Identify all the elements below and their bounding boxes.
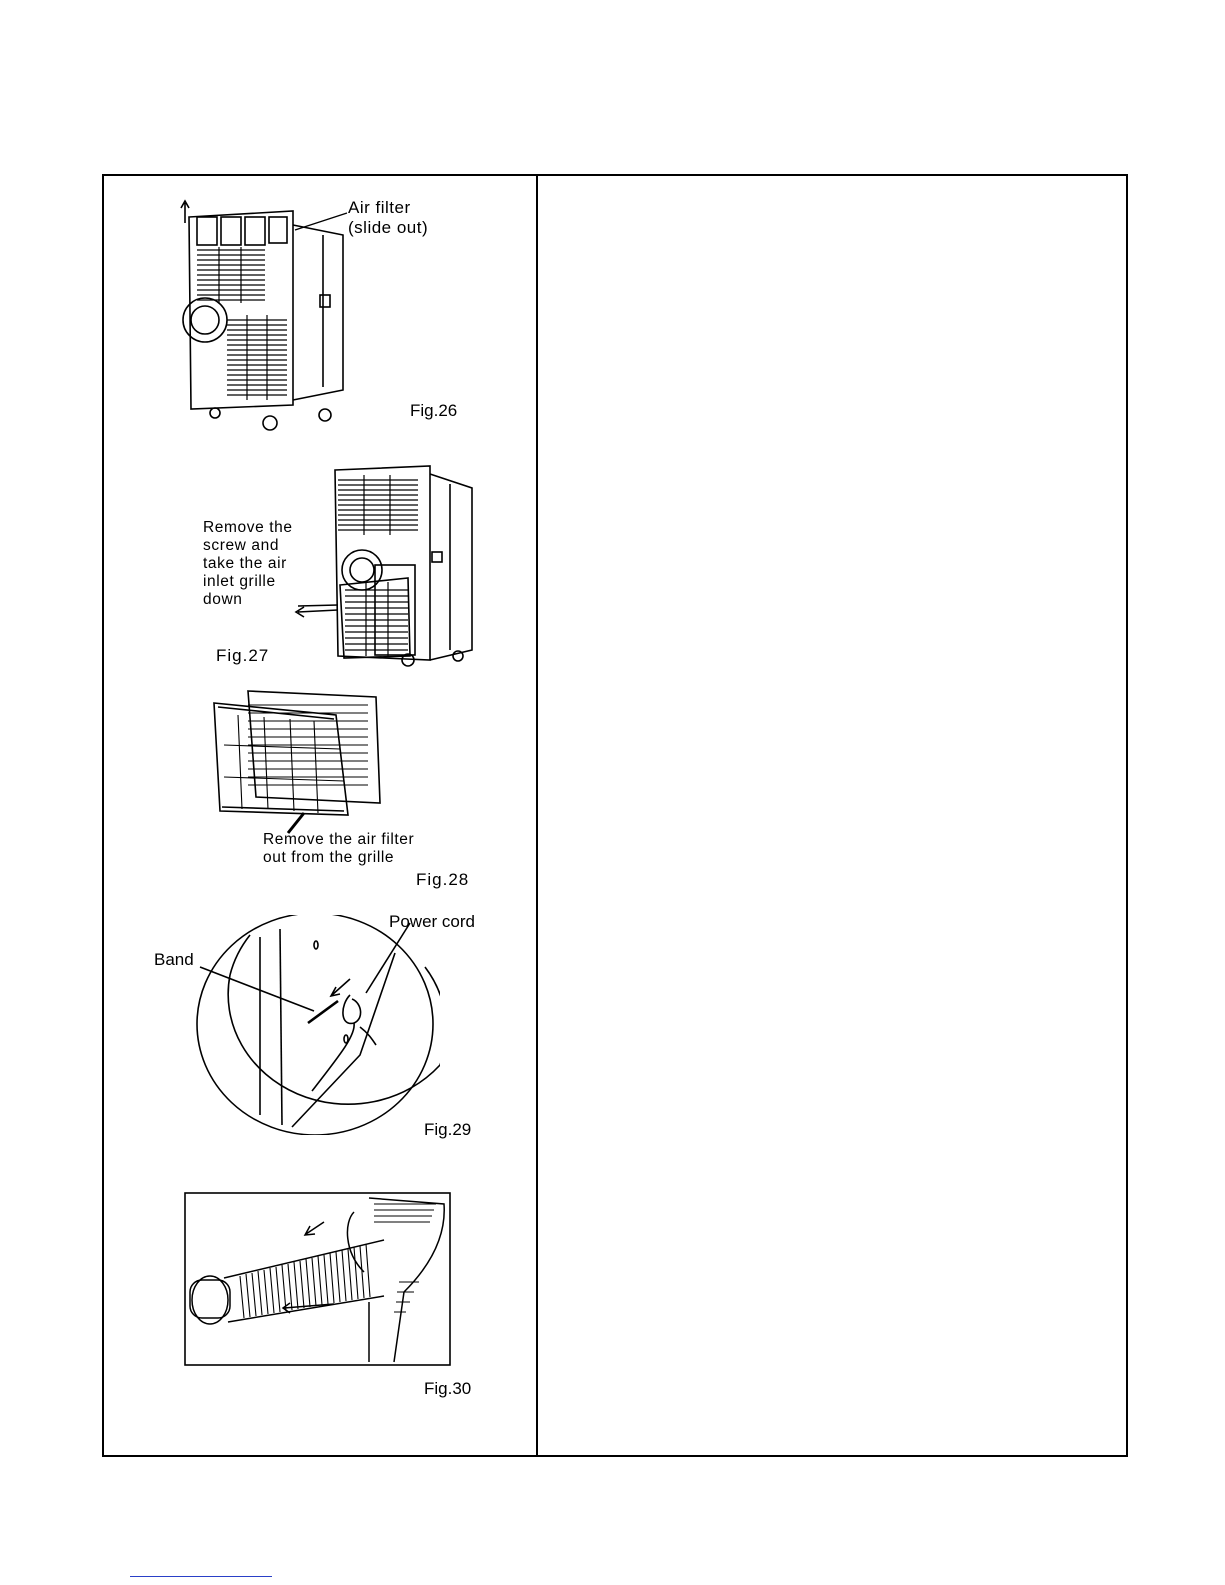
fig26-illustration [175,195,375,435]
fig27-label-line5: down [203,591,243,608]
footer-link-underline [130,1576,272,1577]
fig27-label-line4: inlet grille [203,573,276,590]
fig27-label-line2: screw and [203,537,280,554]
fig29-illustration [190,915,440,1135]
fig30-caption: Fig.30 [424,1379,472,1398]
fig28-label-line2: out from the grille [263,849,395,866]
column-divider [536,174,538,1457]
fig28-label-line1: Remove the air filter [263,831,415,848]
fig26-label-line1: Air filter [348,198,411,217]
fig27-label-line1: Remove the [203,519,293,536]
fig29-band-label: Band [154,950,194,969]
fig27-illustration [290,460,480,670]
fig28-caption: Fig.28 [416,870,470,889]
fig26-label-line2: (slide out) [348,218,429,237]
fig27-caption: Fig.27 [216,646,270,665]
fig28-illustration [208,685,388,835]
fig29-power-cord-label: Power cord [389,912,475,931]
fig26-caption: Fig.26 [410,401,458,420]
fig29-caption: Fig.29 [424,1120,472,1139]
fig27-label-line3: take the air [203,555,287,572]
fig30-illustration [184,1192,452,1368]
